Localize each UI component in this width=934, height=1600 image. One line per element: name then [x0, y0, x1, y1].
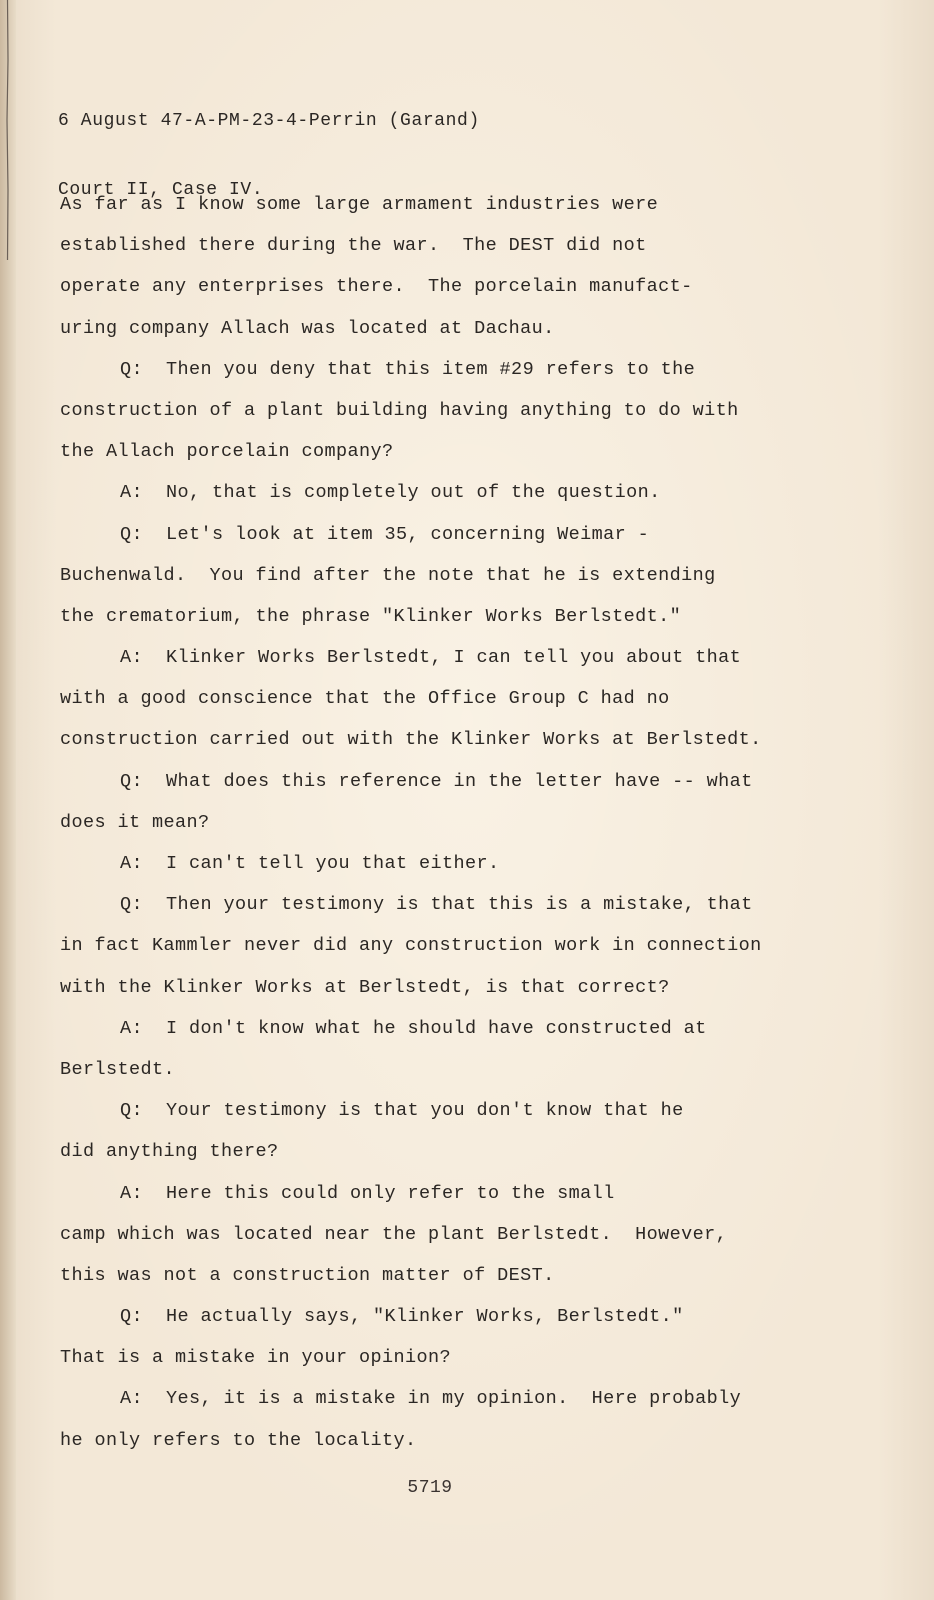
transcript-line: Q: Your testimony is that you don't know that he [120, 1100, 684, 1122]
header-court-line: Court II, Case IV. [58, 180, 264, 200]
transcript-line: A: Klinker Works Berlstedt, I can tell you about that [120, 647, 742, 669]
transcript-line: A: I don't know what he should have constructed at [120, 1017, 707, 1039]
transcript-line: established there during the war. The DEST did not [60, 235, 647, 257]
transcript-line: Buchenwald. You find after the note that he is extending [60, 564, 716, 586]
transcript-body [60, 184, 860, 1461]
transcript-line: Q: Then you deny that this item #29 refers to the [120, 358, 696, 380]
transcript-line: did anything there? [60, 1141, 279, 1163]
transcript-line: uring company Allach was located at Dachau. [60, 317, 555, 339]
transcript-line: A: Yes, it is a mistake in my opinion. Here probably [120, 1388, 742, 1410]
transcript-line: operate any enterprises there. The porcelain manufact- [60, 276, 693, 298]
header-session-line: 6 August 47-A-PM-23-4-Perrin (Garand) [58, 111, 480, 131]
transcript-line: this was not a construction matter of DEST. [60, 1264, 555, 1286]
transcript-line: in fact Kammler never did any construction work in connection [60, 935, 762, 957]
transcript-line: camp which was located near the plant Berlstedt. However, [60, 1223, 728, 1245]
transcript-line: A: I can't tell you that either. [120, 853, 500, 874]
transcript-line: Q: Then your testimony is that this is a mistake, that [120, 894, 753, 916]
transcript-line: with a good conscience that the Office Group C had no [60, 688, 670, 710]
transcript-line: with the Klinker Works at Berlstedt, is that correct? [60, 976, 670, 998]
margin-pencil-line [6, 0, 9, 260]
transcript-line: construction carried out with the Klinker Works at Berlstedt. [60, 729, 762, 751]
transcript-line: That is a mistake in your opinion? [60, 1347, 452, 1369]
transcript-line: does it mean? [60, 811, 210, 833]
transcript-line: As far as I know some large armament industries were [60, 194, 659, 215]
transcript-line: the crematorium, the phrase "Klinker Works Berlstedt." [60, 605, 682, 627]
transcript-line: Q: What does this reference in the letter have -- what [120, 770, 753, 792]
transcript-line: A: No, that is completely out of the question. [120, 482, 661, 504]
transcript-line: Q: He actually says, "Klinker Works, Berlstedt." [120, 1306, 684, 1328]
transcript-line: Berlstedt. [60, 1058, 176, 1080]
page-number: 5719 [407, 1478, 453, 1498]
transcript-line: Q: Let's look at item 35, concerning Weimar - [120, 523, 650, 545]
transcript-line: construction of a plant building having anything to do with [60, 399, 739, 421]
transcript-line: he only refers to the locality. [60, 1429, 417, 1451]
transcript-line: the Allach porcelain company? [60, 441, 394, 463]
transcript-line: A: Here this could only refer to the small [120, 1182, 615, 1204]
